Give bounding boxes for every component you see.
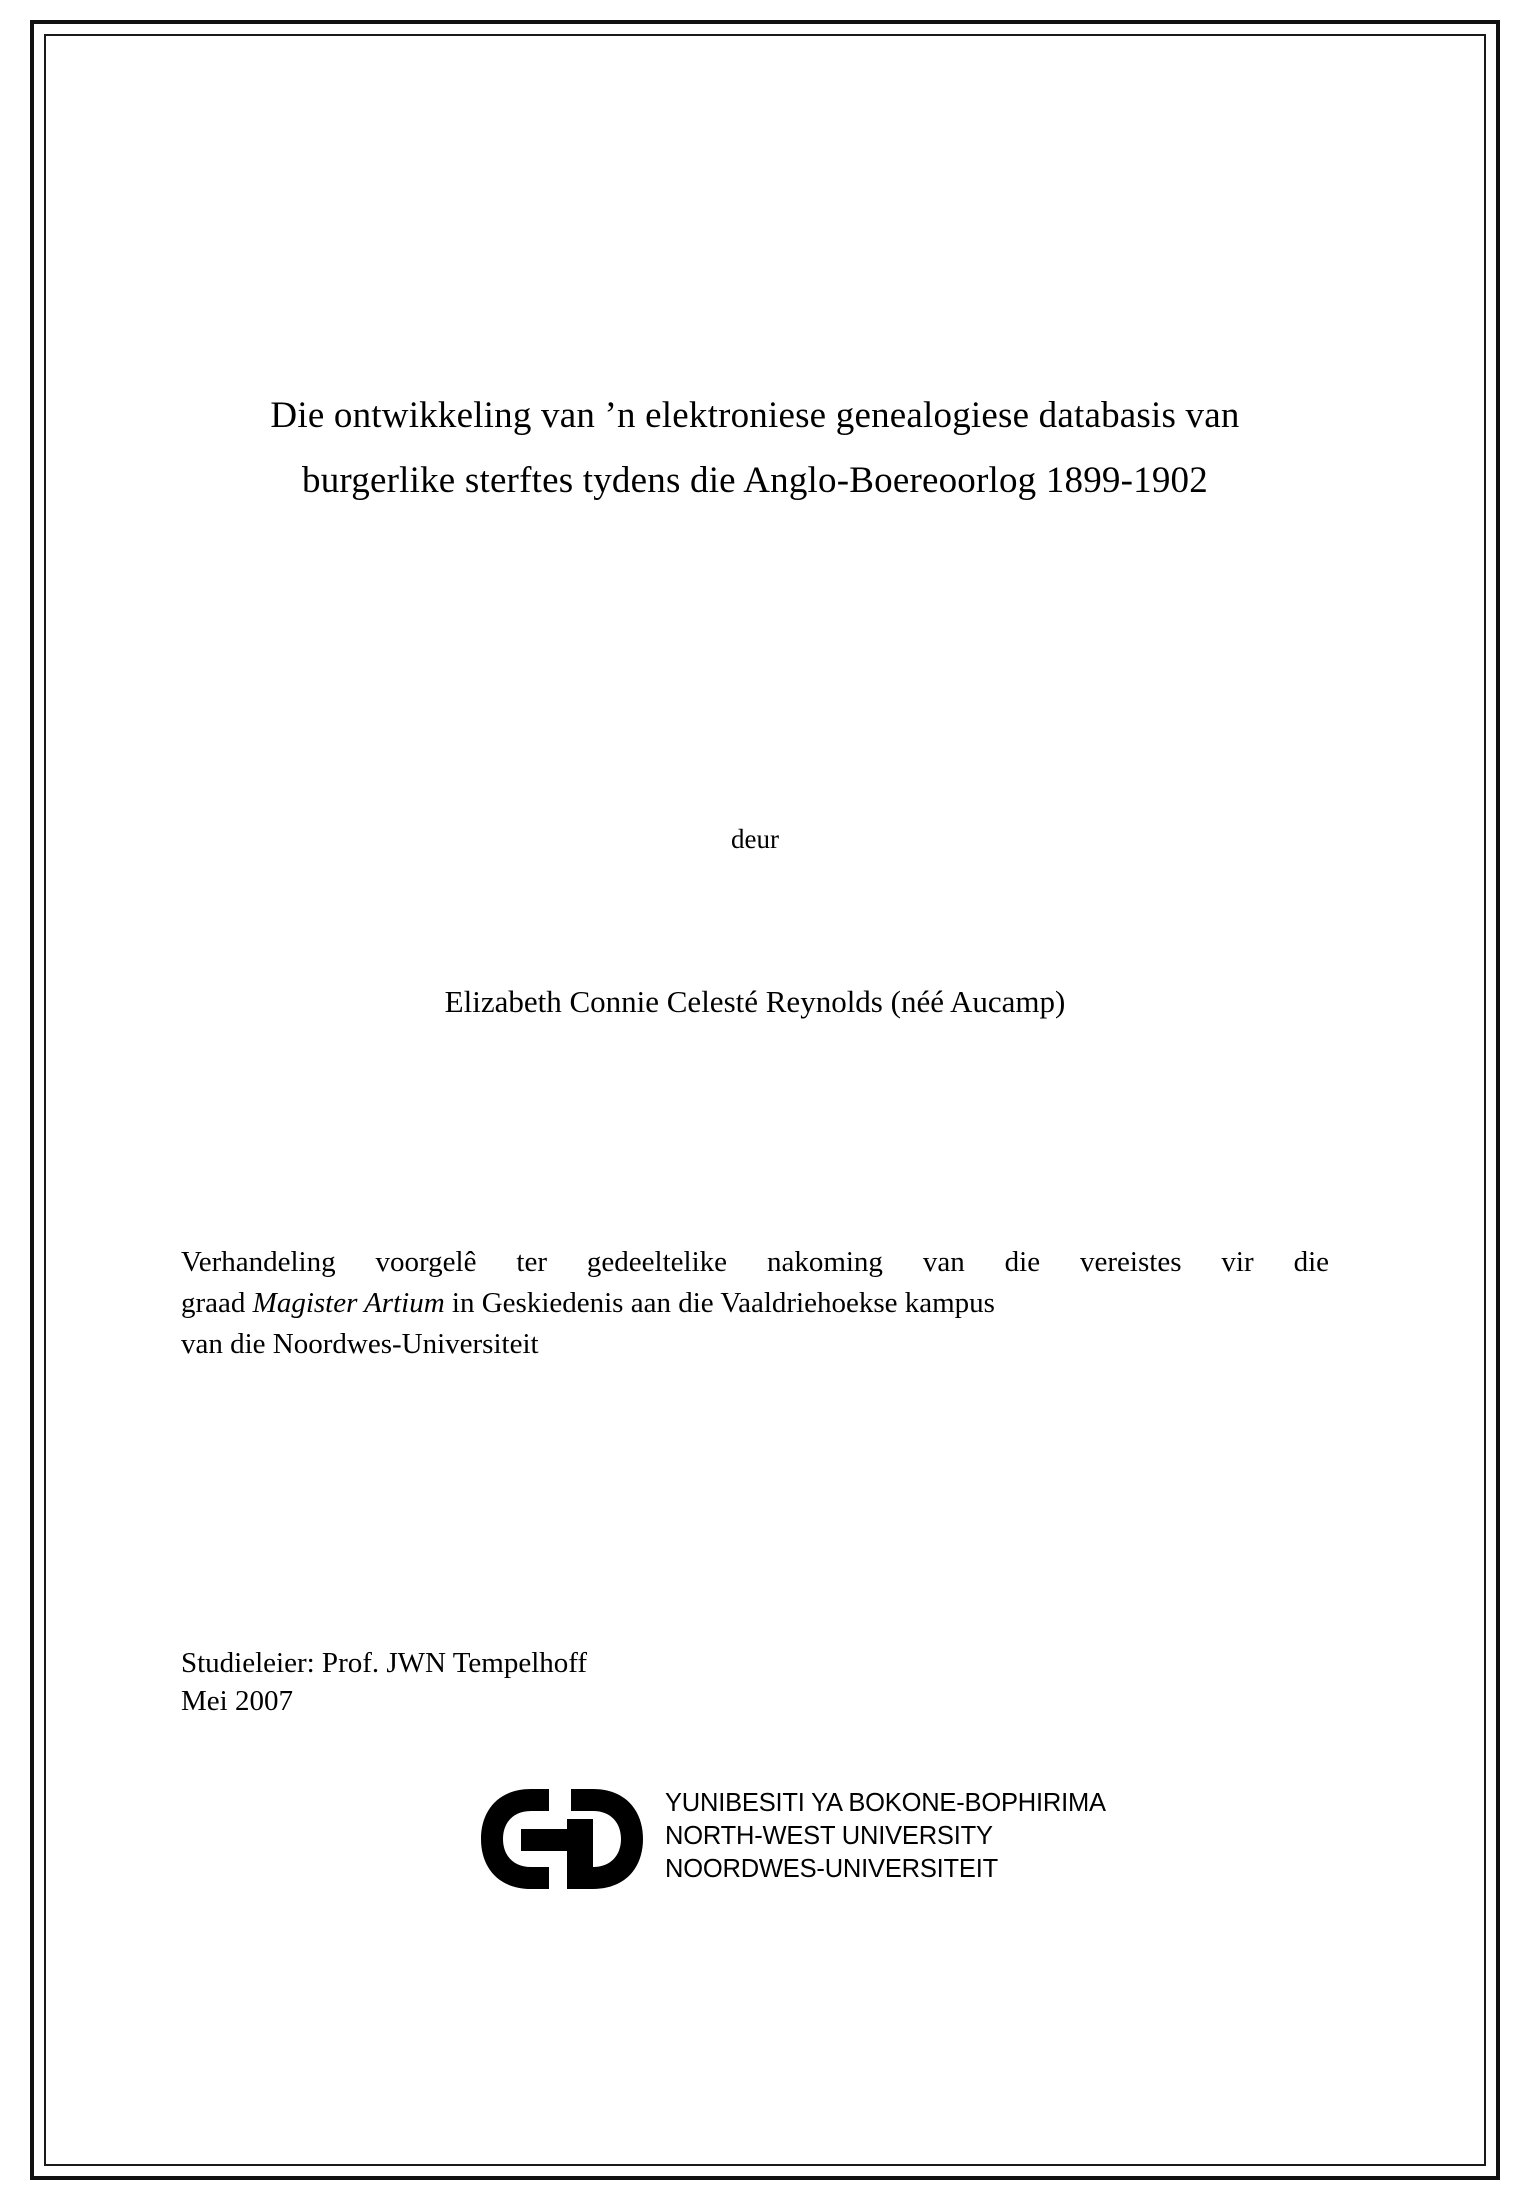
title-line-2: burgerlike sterftes tydens die Anglo-Boereoorlog 1899-1902	[302, 459, 1208, 501]
date-line: Mei 2007	[181, 1685, 293, 1718]
degree-statement-line-2-prefix: graad	[181, 1287, 253, 1320]
degree-statement-line-2	[181, 1283, 1329, 1324]
supervisor-block	[181, 1644, 981, 1721]
north-west-university-logo-icon	[475, 1783, 655, 1895]
logo-text-line-3: NOORDWES-UNIVERSITEIT	[665, 1855, 998, 1884]
degree-statement-line-1: Verhandeling voorgelê ter gedeeltelike nakoming van die vereistes vir die	[181, 1246, 1329, 1278]
supervisor-line: Studieleier: Prof. JWN Tempelhoff	[181, 1647, 588, 1679]
author-name: Elizabeth Connie Celesté Reynolds (néé Aucamp)	[444, 984, 1066, 1019]
degree-statement-line-2-suffix: in Geskiedenis aan die Vaaldriehoekse kampus	[444, 1287, 995, 1320]
logo-text-line-1: YUNIBESITI YA BOKONE-BOPHIRIMA	[665, 1789, 1106, 1817]
degree-name-italic: Magister Artium	[252, 1287, 445, 1320]
university-logo-text	[665, 1787, 1106, 1886]
degree-statement-line-3: van die Noordwes-Universiteit	[181, 1328, 539, 1361]
degree-statement	[181, 1242, 1329, 1366]
byline-label: deur	[731, 824, 779, 854]
university-logo	[475, 1779, 1115, 1904]
page-title	[175, 384, 1335, 514]
logo-text-line-2: NORTH-WEST UNIVERSITY	[665, 1822, 993, 1851]
page-content	[175, 34, 1335, 2164]
title-line-1: Die ontwikkeling van ’n elektroniese genealogiese databasis van	[270, 395, 1240, 436]
